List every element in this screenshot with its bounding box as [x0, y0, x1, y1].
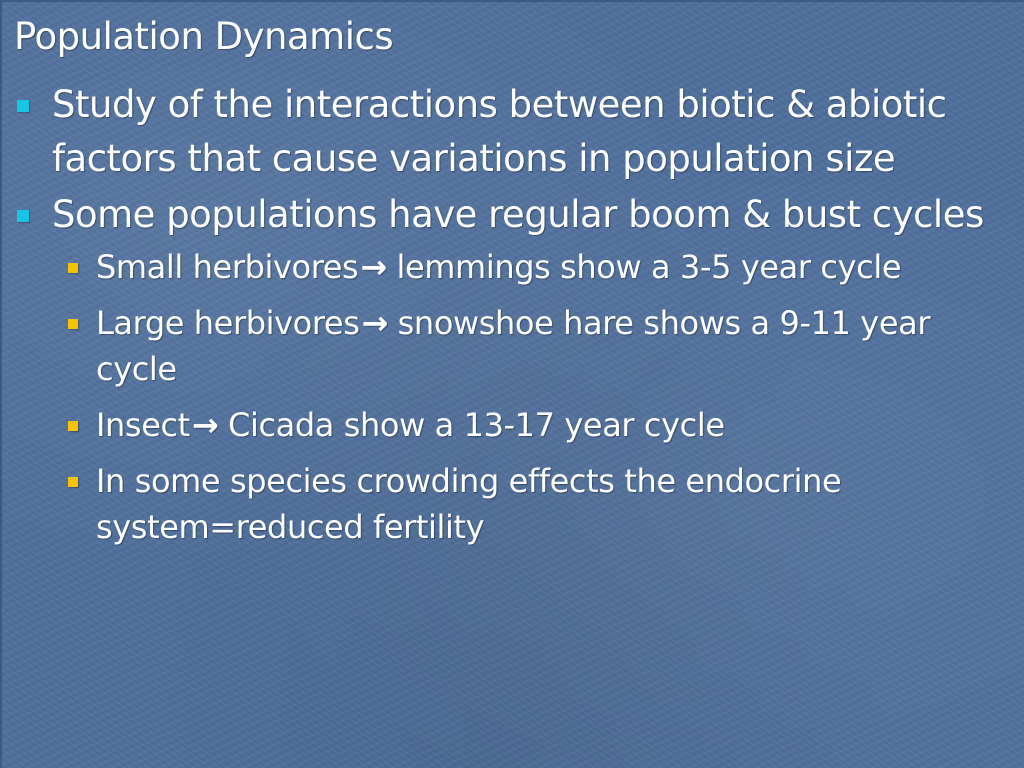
- sub-bullet-rest: lemmings show a 3-5 year cycle: [386, 248, 902, 286]
- bullet-item-study: [14, 78, 1009, 186]
- sub-bullet-small-herbivores: [14, 244, 1009, 290]
- right-arrow-icon: →: [191, 406, 219, 444]
- sub-bullet-crowding: [14, 458, 1009, 550]
- sub-bullet-lead: Small herbivores: [96, 248, 359, 286]
- right-arrow-icon: →: [360, 248, 387, 286]
- square-sub-bullet-icon: [68, 477, 78, 487]
- bullet-text: Some populations have regular boom & bust cycles: [52, 193, 984, 236]
- bullet-item-boom-bust: [14, 188, 1009, 242]
- sub-bullet-large-herbivores: [14, 300, 1009, 392]
- right-arrow-icon: →: [361, 304, 388, 342]
- square-sub-bullet-icon: [68, 319, 78, 329]
- sub-bullet-insect: [14, 402, 1009, 448]
- bullet-text: Study of the interactions between biotic & abiotic factors that cause variations in population size: [52, 83, 947, 180]
- square-bullet-icon: [17, 100, 29, 112]
- square-sub-bullet-icon: [68, 263, 78, 273]
- slide-title: Population Dynamics: [14, 15, 394, 58]
- sub-bullet-lead: Insect: [96, 406, 190, 444]
- square-bullet-icon: [17, 210, 29, 222]
- sub-bullet-rest: snowshoe hare shows a 9-11 year cycle: [96, 304, 931, 388]
- bullet-list: [14, 78, 1009, 560]
- square-sub-bullet-icon: [68, 421, 78, 431]
- sub-bullet-rest: Cicada show a 13-17 year cycle: [218, 406, 725, 444]
- sub-bullet-lead: In some species crowding effects the endocrine system=reduced fertility: [96, 462, 842, 546]
- sub-bullet-lead: Large herbivores: [96, 304, 360, 342]
